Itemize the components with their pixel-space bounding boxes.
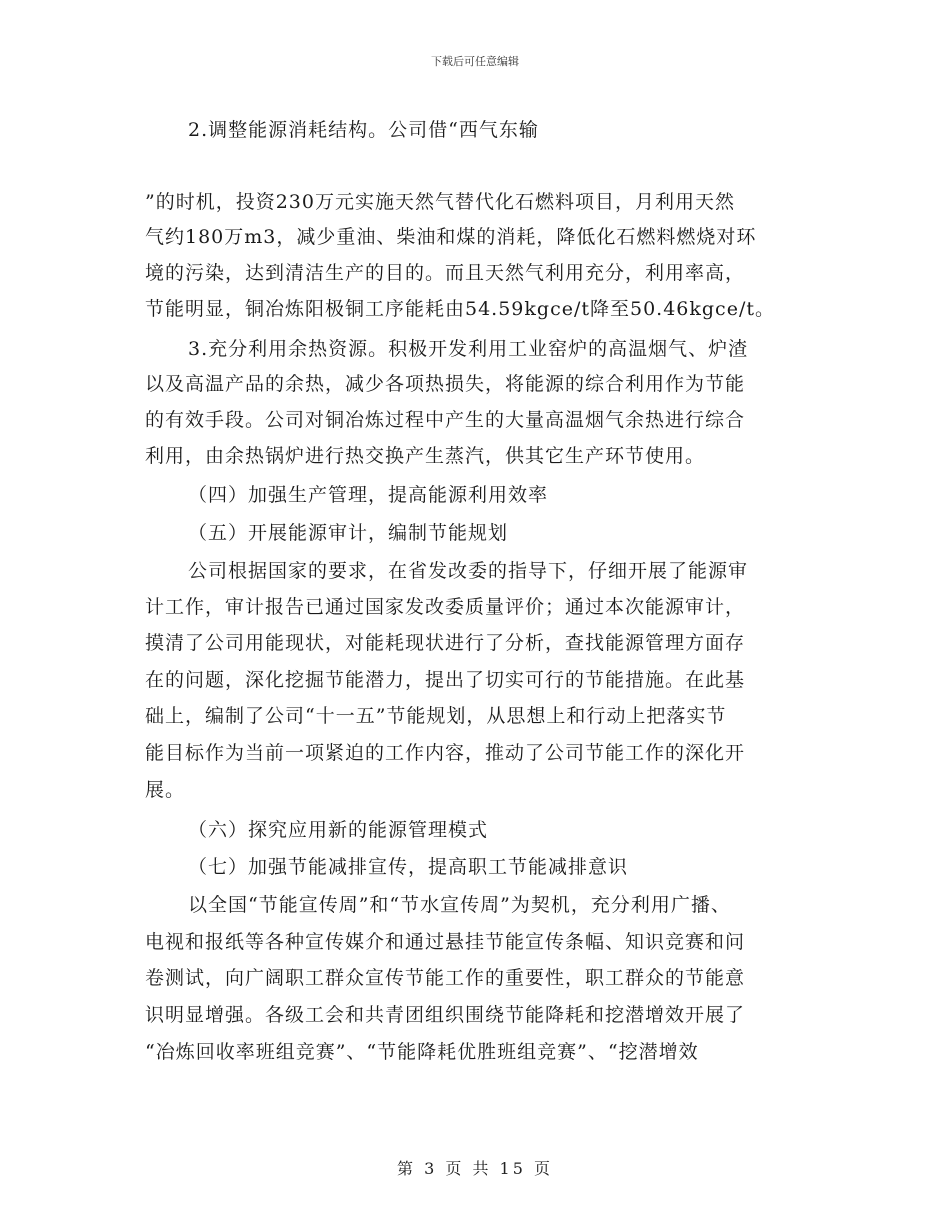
section-heading: （六）探究应用新的能源管理模式 [188,819,489,841]
header-note: 下载后可任意编辑 [431,55,519,68]
paragraph-line: 卷测试，向广阔职工群众宣传节能工作的重要性，职工群众的节能意 [145,967,746,989]
paragraph-line: 境的污染，达到清洁生产的目的。而且天然气利用充分，利用率高， [145,262,746,284]
section-heading: （四）加强生产管理，提高能源利用效率 [188,484,549,506]
paragraph-line: 的有效手段。公司对铜冶炼过程中产生的大量高温烟气余热进行综合 [145,409,746,431]
paragraph-line: 2.调整能源消耗结构。公司借“西气东输 [188,119,539,141]
paragraph-line: 节能明显，铜冶炼阳极铜工序能耗由54.59kgce/t降至50.46kgce/t。 [145,298,775,320]
paragraph-line: 电视和报纸等各种宣传媒介和通过悬挂节能宣传条幅、知识竞赛和问 [145,931,746,953]
section-heading: （五）开展能源审计，编制节能规划 [188,522,509,544]
paragraph-line: 础上，编制了公司“十一五”节能规划，从思想上和行动上把落实节 [145,705,727,727]
paragraph-line: 计工作，审计报告已通过国家发改委质量评价；通过本次能源审计， [145,596,746,618]
paragraph-line: ”的时机，投资230万元实施天然气替代化石燃料项目，月利用天然 [145,191,735,213]
paragraph-line: 利用，由余热锅炉进行热交换产生蒸汽，供其它生产环节使用。 [145,445,706,467]
paragraph-line: 展。 [145,779,186,801]
paragraph-line: 摸清了公司用能现状，对能耗现状进行了分析，查找能源管理方面存 [145,632,746,654]
paragraph-line: “冶炼回收率班组竞赛”、“节能降耗优胜班组竞赛”、“挖潜增效 [145,1041,699,1063]
paragraph-line: 在的问题，深化挖掘节能潜力，提出了切实可行的节能措施。在此基 [145,669,746,691]
section-heading: （七）加强节能减排宣传，提高职工节能减排意识 [188,856,629,878]
paragraph-line: 以全国“节能宣传周”和“节水宣传周”为契机，充分利用广播、 [188,894,731,916]
page-number-footer: 第 3 页 共 15 页 [397,1159,553,1178]
paragraph-line: 以及高温产品的余热，减少各项热损失，将能源的综合利用作为节能 [145,373,746,395]
paragraph-line: 3.充分利用余热资源。积极开发利用工业窑炉的高温烟气、炉渣 [188,338,749,360]
paragraph-line: 公司根据国家的要求，在省发改委的指导下，仔细开展了能源审 [188,560,749,582]
paragraph-line: 气约180万m3，减少重油、柴油和煤的消耗，降低化石燃料燃烧对环 [145,226,757,248]
paragraph-line: 识明显增强。各级工会和共青团组织围绕节能降耗和挖潜增效开展了 [145,1004,746,1026]
paragraph-line: 能目标作为当前一项紧迫的工作内容，推动了公司节能工作的深化开 [145,742,746,764]
